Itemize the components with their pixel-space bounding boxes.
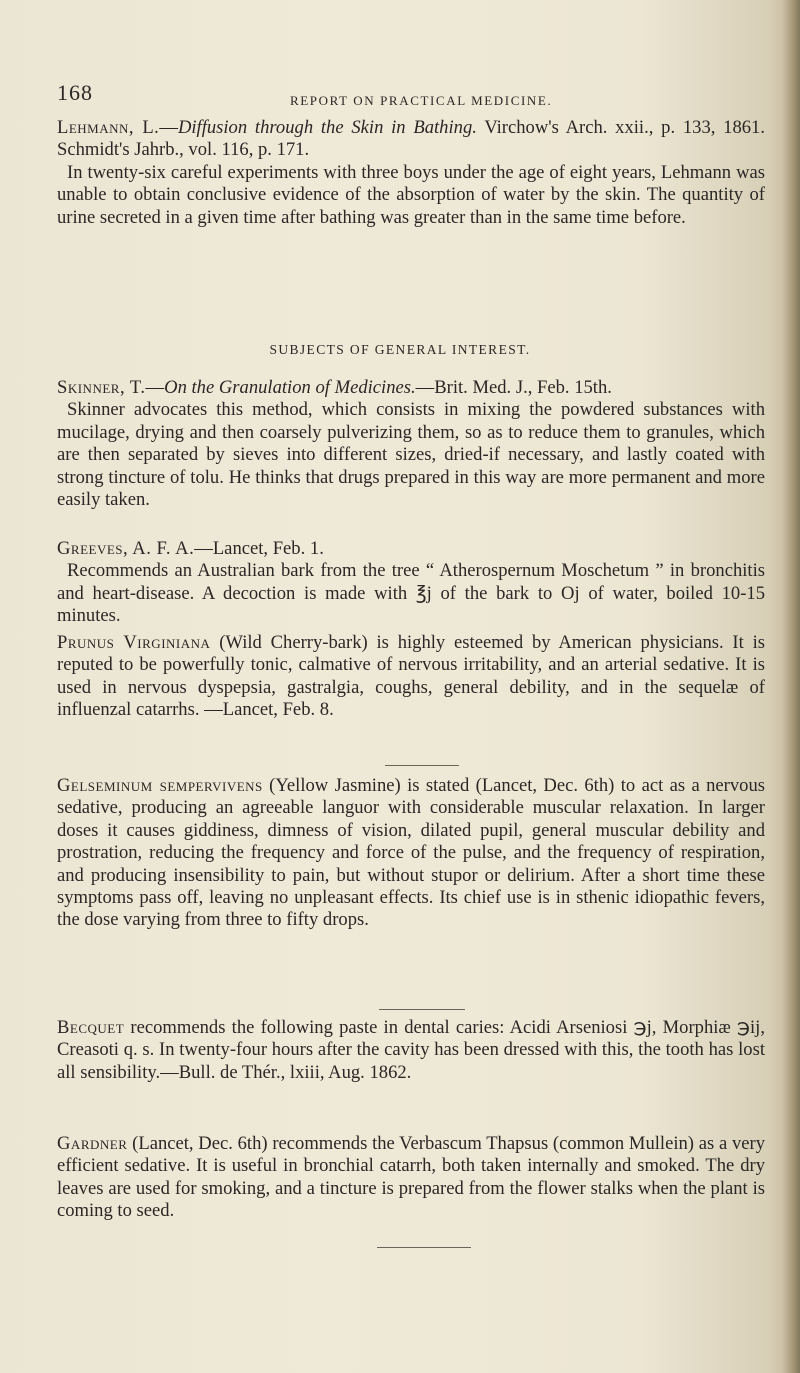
separator-rule — [385, 765, 459, 766]
entry-body: In twenty-six careful experiments with three boys under the age of eight years, Lehmann was unable to obtain conclusive evidence of the absorption of water by the skin. The quantity of urine secreted in a given time after bathing was greater than in the same time before. — [57, 161, 765, 228]
entry-body: Recommends an Australian bark from the tree “ Atherospernum Moschetum ” in bronchitis and heart-disease. A decoction is made with ℥j of the bark to Oj of water, boiled 10-15 minutes. — [57, 560, 765, 627]
entry-skinner — [57, 377, 765, 511]
entry-gardner — [57, 1133, 765, 1223]
entry-author: Gelseminum sempervivens — [57, 775, 263, 796]
section-heading: SUBJECTS OF GENERAL INTEREST. — [269, 342, 531, 357]
entry-author: Lehmann, L. — [57, 117, 160, 138]
entry-separator: — — [194, 538, 213, 559]
entry-lehmann — [57, 117, 765, 229]
entry-citation: Virchow's Arch. xxii., p. 133, 1861. Schmidt's Jahrb., vol. 116, p. 171. — [57, 117, 766, 161]
page-edge-shadow — [782, 0, 800, 1373]
running-head: REPORT ON PRACTICAL MEDICINE. — [290, 93, 553, 108]
entry-body: Skinner advocates this method, which consists in mixing the powdered substances with mucilage, drying and then coarsely pulverizing them, so as to reduce them to granules, which are then separated by sieves into different sizes, dried-if necessary, and lastly coated with strong tincture of tolu. He thinks that drugs prepared in this way are more permanent and more easily taken. — [57, 399, 765, 511]
entry-body: (Lancet, Dec. 6th) recommends the Verbascum Thapsus (common Mullein) as a very efficient sedative. It is useful in bronchial catarrh, both taken internally and smoked. The dry leaves are used for smoking, and a tincture is prepared from the flower stalks when the plant is coming to seed. — [57, 1133, 765, 1222]
page-number: 168 — [57, 80, 93, 105]
separator-rule — [377, 1247, 471, 1248]
entry-body: (Yellow Jasmine) is stated (Lancet, Dec. 6th) to act as a nervous sedative, producing an agreeable languor with considerable muscular relaxation. In larger doses it causes giddiness, dimness of vision, dilated pupil, general muscular debility and prostration, reducing the frequency and force of the pulse, and the frequency of respiration, and producing insensibility to pain, but without stupor or delirium. After a short time these symptoms pass off, leaving no unpleasant effects. Its chief use is in sthenic idiopathic fevers, the dose varying from three to fifty drops. — [57, 775, 765, 931]
entry-greeves — [57, 538, 765, 628]
entry-separator — [210, 632, 219, 653]
separator-rule — [379, 1009, 465, 1010]
entry-becquet — [57, 1017, 765, 1084]
entry-body: recommends the following paste in dental caries: Acidi Arseniosi ℈j, Morphiæ ℈ij, Creasoti q. s. In twenty-four hours after the cavity has been dressed with this, the tooth has lost all sensibility.—Bull. de Thér., lxiii, Aug. 1862. — [57, 1017, 765, 1083]
entry-title: On the Granulation of Medicines. — [164, 377, 416, 398]
entry-separator: — — [159, 117, 178, 138]
entry-citation: Lancet, Feb. 1. — [212, 538, 324, 559]
entry-author: Prunus Virginiana — [57, 632, 211, 653]
entry-author: Skinner, T. — [57, 377, 146, 398]
entry-separator: — — [145, 377, 165, 398]
entry-gelseminum — [57, 775, 765, 932]
entry-citation: —Brit. Med. J., Feb. 15th. — [415, 377, 612, 398]
entry-author: Gardner — [57, 1133, 128, 1154]
entry-author: Greeves, A. F. A. — [57, 538, 195, 559]
entry-title: Diffusion through the Skin in Bathing. — [177, 117, 477, 138]
entry-author: Becquet — [57, 1017, 125, 1038]
entry-body: (Wild Cherry-bark) is highly esteemed by American physicians. It is reputed to be powerfully tonic, calmative of nervous irritability, and an arterial sedative. It is used in nervous dyspepsia, gastralgia, coughs, general debility, and in the sequelæ of influenzal catarrhs. —Lancet, Feb. 8. — [57, 632, 765, 721]
entry-prunus — [57, 632, 765, 722]
